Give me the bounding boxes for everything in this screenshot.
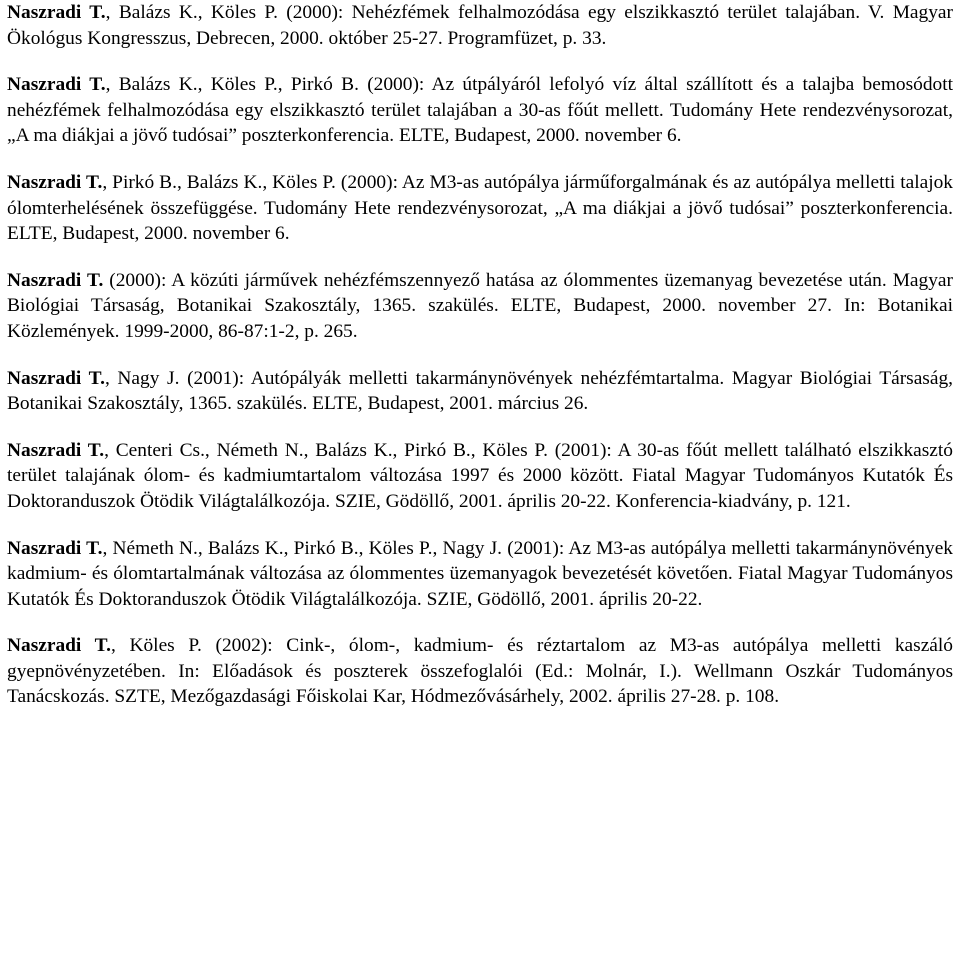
reference-text: (2000): A közúti járművek nehézfémszennyező hatása az ólommentes üzemanyag bevezetése után. Magyar Biológiai Társaság, Botanikai Szakosztály, 1365. szakülés. ELTE, Budapest, 2000. november 27. In: Botanikai Közlemények. 1999-2000, 86-87:1-2, p. 265. [7, 269, 953, 342]
reference-list [7, 0, 953, 710]
reference-entry [7, 366, 953, 417]
reference-lead-author: Naszradi T. [7, 171, 103, 193]
reference-lead-author: Naszradi T. [7, 74, 106, 96]
reference-entry [7, 268, 953, 345]
reference-lead-author: Naszradi T. [7, 2, 106, 23]
reference-entry [7, 536, 953, 613]
reference-text: , Pirkó B., Balázs K., Köles P. (2000): Az M3-as autópálya járműforgalmának és az autópálya melletti talajok ólomterhelésének összefüggése. Tudomány Hete rendezvénysorozat, „A ma diákjai a jövő tudósai” poszterkonferencia. ELTE, Budapest, 2000. november 6. [7, 171, 953, 245]
reference-text: , Nagy J. (2001): Autópályák melletti takarmánynövények nehézfémtartalma. Magyar Biológiai Társaság, Botanikai Szakosztály, 1365. szakülés. ELTE, Budapest, 2001. március 26. [7, 367, 953, 415]
reference-entry [7, 72, 953, 149]
reference-lead-author: Naszradi T. [7, 367, 105, 389]
reference-lead-author: Naszradi T. [7, 635, 111, 657]
reference-text: , Németh N., Balázs K., Pirkó B., Köles P., Nagy J. (2001): Az M3-as autópálya melletti takarmánynövények kadmium- és ólomtartalmának változása az ólommentes üzemanyagok bevezetését követően. Fiatal Magyar Tudományos Kutatók És Doktoranduszok Ötödik Világtalálkozója. SZIE, Gödöllő, 2001. április 20-22. [7, 537, 953, 610]
reference-lead-author: Naszradi T. [7, 537, 103, 559]
reference-entry [7, 0, 953, 51]
reference-text: , Balázs K., Köles P., Pirkó B. (2000): Az útpályáról lefolyó víz által szállított és a talajba bemosódott nehézfémek felhalmozódása egy elszikkasztó terület talajában a 30-as főút mellett. Tudomány Hete rendezvénysorozat, „A ma diákjai a jövő tudósai” poszterkonferencia. ELTE, Budapest, 2000. november 6. [7, 74, 953, 147]
reference-entry [7, 633, 953, 710]
reference-entry [7, 170, 953, 247]
reference-entry [7, 438, 953, 515]
reference-text: , Centeri Cs., Németh N., Balázs K., Pirkó B., Köles P. (2001): A 30-as főút mellett található elszikkasztó terület talajának ólom- és kadmiumtartalom változása 1997 és 2000 között. Fiatal Magyar Tudományos Kutatók És Doktoranduszok Ötödik Világtalálkozója. SZIE, Gödöllő, 2001. április 20-22. Konferencia-kiadvány, p. 121. [7, 439, 953, 512]
reference-lead-author: Naszradi T. [7, 439, 105, 461]
reference-text: , Köles P. (2002): Cink-, ólom-, kadmium- és réztartalom az M3-as autópálya melletti kaszáló gyepnövényzetében. In: Előadások és poszterek összefoglalói (Ed.: Molnár, I.). Wellmann Oszkár Tudományos Tanácskozás. SZTE, Mezőgazdasági Főiskolai Kar, Hódmezővásárhely, 2002. április 27-28. p. 108. [7, 635, 954, 708]
reference-lead-author: Naszradi T. [7, 269, 104, 291]
reference-text: , Balázs K., Köles P. (2000): Nehézfémek felhalmozódása egy elszikkasztó terület talajában. V. Magyar Ökológus Kongresszus, Debrecen, 2000. október 25-27. Programfüzet, p. 33. [7, 2, 953, 49]
